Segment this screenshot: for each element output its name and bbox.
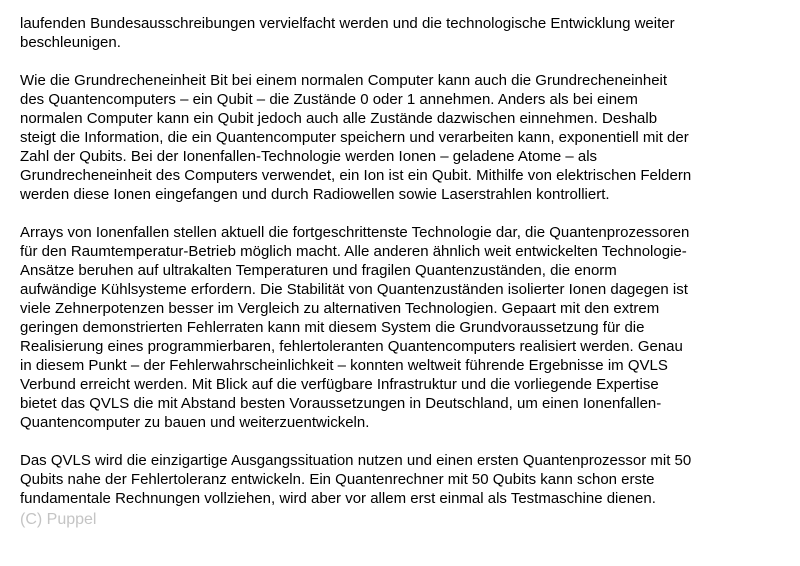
text-line: Qubits nahe der Fehlertoleranz entwickeln. Ein Quantenrechner mit 50 Qubits kann schon erste xyxy=(20,471,655,488)
text-line: Verbund erreicht werden. Mit Blick auf die verfügbare Infrastruktur und die vorliegende Expertise xyxy=(20,376,659,393)
text-line: Wie die Grundrecheneinheit Bit bei einem normalen Computer kann auch die Grundrecheneinheit xyxy=(20,72,668,89)
text-line: bietet das QVLS die mit Abstand besten Voraussetzungen in Deutschland, um einen Ionenfallen- xyxy=(20,395,662,412)
text-line: für den Raumtemperatur-Betrieb möglich macht. Alle anderen ähnlich weit entwickelten Technologie- xyxy=(20,243,687,260)
document-body xyxy=(20,14,792,529)
text-line: in diesem Punkt – der Fehlerwahrscheinlichkeit – konnten weltweit führende Ergebnisse im QVLS xyxy=(20,357,668,374)
text-line: des Quantencomputers – ein Qubit – die Zustände 0 oder 1 annehmen. Anders als bei einem xyxy=(20,91,638,108)
text-line: Zahl der Qubits. Bei der Ionenfallen-Technologie werden Ionen – geladene Atome – als xyxy=(20,148,598,165)
text-line: laufenden Bundesausschreibungen vervielfacht werden und die technologische Entwicklung weiter xyxy=(20,15,675,32)
text-line: Grundrecheneinheit des Computers verwendet, ein Ion ist ein Qubit. Mithilfe von elektrischen Feldern xyxy=(20,167,692,184)
copyright-watermark: (C) Puppel xyxy=(20,511,97,528)
text-line: Realisierung eines programmierbaren, fehlertoleranten Quantencomputers realisiert werden. Genau xyxy=(20,338,683,355)
paragraph-3 xyxy=(20,223,792,432)
text-line: Quantencomputer zu bauen und weiterzuentwickeln. xyxy=(20,414,370,431)
text-line: fundamentale Rechnungen vollziehen, wird aber vor allem erst einmal als Testmaschine dienen. xyxy=(20,490,656,507)
paragraph-1 xyxy=(20,14,792,52)
text-line: Das QVLS wird die einzigartige Ausgangssituation nutzen und einen ersten Quantenprozessor mit 50 xyxy=(20,452,692,469)
text-line: normalen Computer kann ein Qubit jedoch auch alle Zustände dazwischen einnehmen. Deshalb xyxy=(20,110,658,127)
text-line: aufwändige Kühlsysteme erfordern. Die Stabilität von Quantenzuständen isolierter Ionen dagegen ist xyxy=(20,281,688,298)
text-line: Arrays von Ionenfallen stellen aktuell die fortgeschrittenste Technologie dar, die Quantenprozessoren xyxy=(20,224,690,241)
text-line: geringen demonstrierten Fehlerraten kann mit diesem System die Grundvoraussetzung für die xyxy=(20,319,645,336)
text-line: werden diese Ionen eingefangen und durch Radiowellen sowie Laserstrahlen kontrolliert. xyxy=(20,186,610,203)
text-line: viele Zehnerpotenzen besser im Vergleich zu alternativen Technologien. Gepaart mit den extrem xyxy=(20,300,660,317)
paragraph-2 xyxy=(20,71,792,204)
paragraph-4 xyxy=(20,451,792,508)
text-line: steigt die Information, die ein Quantencomputer speichern und verarbeiten kann, exponentiell mit der xyxy=(20,129,689,146)
text-line: beschleunigen. xyxy=(20,34,121,51)
text-line: Ansätze beruhen auf ultrakalten Temperaturen und fragilen Quantenzuständen, die enorm xyxy=(20,262,617,279)
